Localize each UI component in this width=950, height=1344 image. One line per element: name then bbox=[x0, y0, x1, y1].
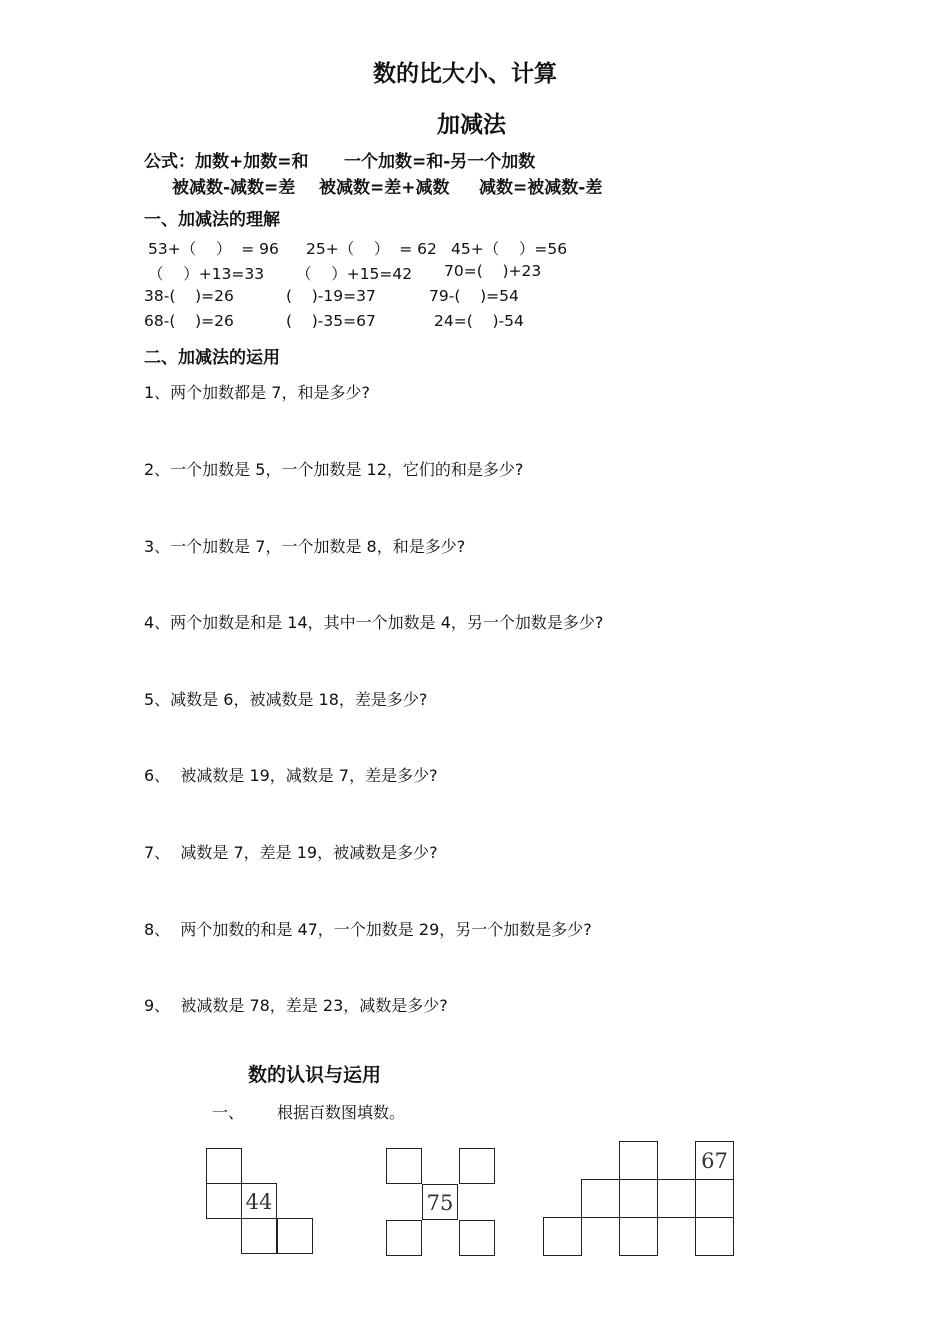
blank-cell[interactable] bbox=[241, 1218, 277, 1254]
page-title: 数的比大小、计算 bbox=[373, 61, 557, 87]
number-cell: 44 bbox=[241, 1183, 277, 1219]
page-subtitle: 加减法 bbox=[437, 112, 506, 138]
equation-item: 68-( )=26 bbox=[144, 312, 234, 330]
equation-item: ( )-19=37 bbox=[286, 287, 376, 305]
section2-heading: 二、加减法的运用 bbox=[144, 348, 280, 368]
equation-item: 38-( )=26 bbox=[144, 287, 234, 305]
equation-item: 45+（ ）=56 bbox=[451, 240, 568, 258]
number-cell: 75 bbox=[422, 1184, 458, 1220]
blank-cell[interactable] bbox=[657, 1179, 696, 1218]
formula-line-2: 被减数-减数=差 被减数=差+减数 减数=被减数-差 bbox=[172, 178, 603, 198]
blank-cell[interactable] bbox=[459, 1148, 495, 1184]
blank-cell[interactable] bbox=[386, 1148, 422, 1184]
blank-cell[interactable] bbox=[619, 1179, 658, 1218]
blank-cell[interactable] bbox=[206, 1148, 242, 1184]
section1-heading: 一、加减法的理解 bbox=[144, 210, 280, 230]
equation-item: 25+（ ） = 62 bbox=[306, 240, 437, 258]
question-item: 1、两个加数都是 7，和是多少? bbox=[144, 383, 370, 402]
blank-cell[interactable] bbox=[543, 1217, 582, 1256]
question-item: 7、 减数是 7，差是 19，被减数是多少? bbox=[144, 843, 438, 862]
equation-item: ( )-35=67 bbox=[286, 312, 376, 330]
question-item: 2、一个加数是 5，一个加数是 12，它们的和是多少? bbox=[144, 460, 524, 479]
question-item: 3、一个加数是 7，一个加数是 8，和是多少? bbox=[144, 537, 466, 556]
number-cell: 67 bbox=[695, 1141, 734, 1180]
equation-item: （ ）+13=33 bbox=[148, 265, 265, 283]
blank-cell[interactable] bbox=[581, 1179, 620, 1218]
blank-cell[interactable] bbox=[695, 1217, 734, 1256]
formula-line-1: 公式：加数+加数=和 一个加数=和-另一个加数 bbox=[144, 152, 536, 172]
equation-item: 53+（ ） = 96 bbox=[148, 240, 279, 258]
instruction-text: 根据百数图填数。 bbox=[277, 1103, 406, 1122]
blank-cell[interactable] bbox=[206, 1183, 242, 1219]
equation-item: 24=( )-54 bbox=[434, 312, 524, 330]
question-item: 9、 被减数是 78，差是 23，减数是多少? bbox=[144, 996, 448, 1015]
equation-item: （ ）+15=42 bbox=[296, 265, 413, 283]
question-item: 5、减数是 6，被减数是 18，差是多少? bbox=[144, 690, 428, 709]
section3-heading: 数的认识与运用 bbox=[248, 1064, 382, 1086]
equation-item: 79-( )=54 bbox=[429, 287, 519, 305]
question-item: 6、 被减数是 19，减数是 7，差是多少? bbox=[144, 766, 438, 785]
blank-cell[interactable] bbox=[695, 1179, 734, 1218]
question-item: 4、两个加数是和是 14，其中一个加数是 4，另一个加数是多少? bbox=[144, 613, 604, 632]
instruction-number: 一、 bbox=[212, 1103, 245, 1122]
blank-cell[interactable] bbox=[619, 1217, 658, 1256]
question-item: 8、 两个加数的和是 47，一个加数是 29，另一个加数是多少? bbox=[144, 920, 592, 939]
blank-cell[interactable] bbox=[459, 1220, 495, 1256]
equation-item: 70=( )+23 bbox=[444, 262, 542, 280]
blank-cell[interactable] bbox=[619, 1141, 658, 1180]
blank-cell[interactable] bbox=[386, 1220, 422, 1256]
blank-cell[interactable] bbox=[277, 1218, 313, 1254]
